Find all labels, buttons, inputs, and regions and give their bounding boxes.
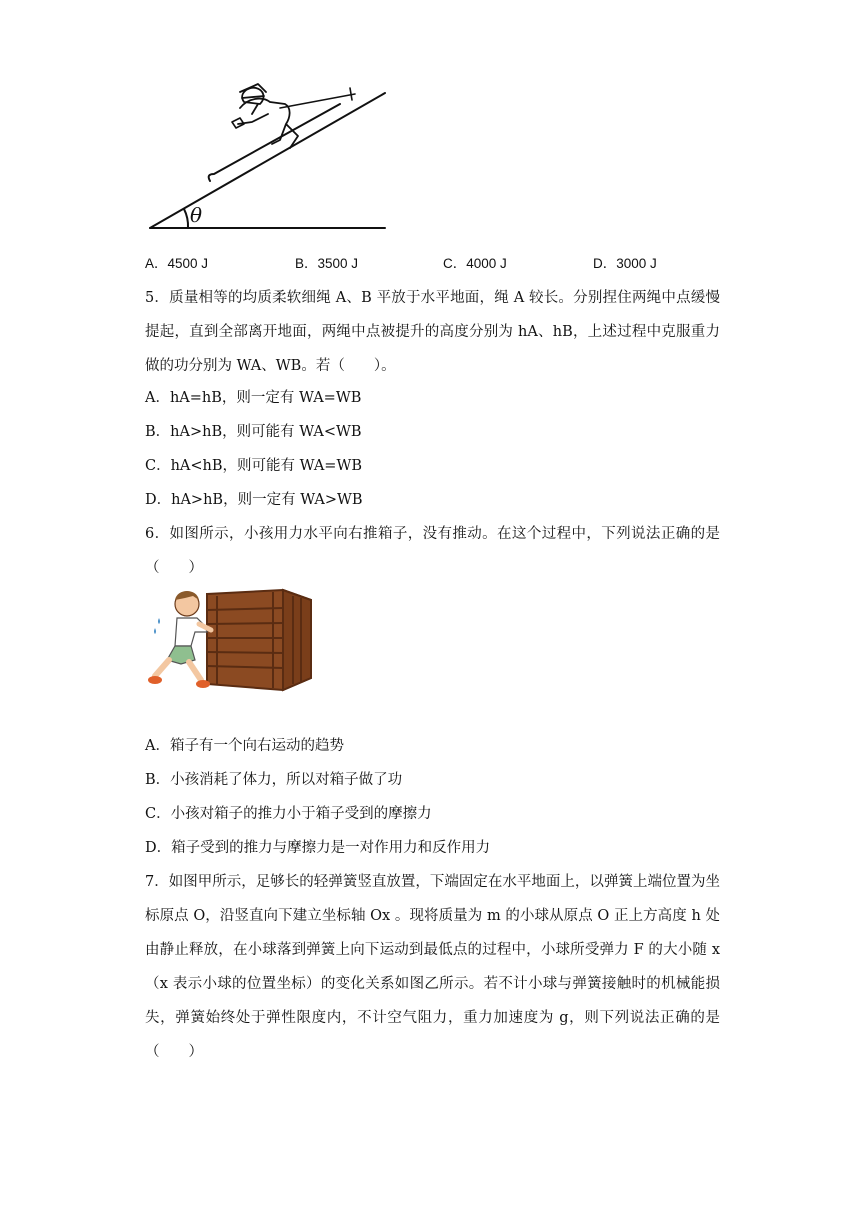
q5-option-c: C．hA<hB，则可能有 WA=WB xyxy=(145,458,363,474)
q6-stem: 6．如图所示，小孩用力水平向右推箱子，没有推动。在这个过程中，下列说法正确的是 （ ） xyxy=(145,526,720,576)
q6-option-d: D．箱子受到的推力与摩擦力是一对作用力和反作用力 xyxy=(145,840,491,856)
angle-arc xyxy=(184,209,188,228)
q6-option-a: A．箱子有一个向右运动的趋势 xyxy=(145,738,344,754)
q5-option-d: D．hA>hB，则一定有 WA>WB xyxy=(145,492,363,508)
sweat-drops-icon xyxy=(154,618,160,634)
wooden-crate xyxy=(207,590,311,690)
q7-stem: 7．如图甲所示，足够长的轻弹簧竖直放置，下端固定在水平地面上，以弹簧上端位置为坐标原点 O，沿竖直向下建立坐标轴 Ox 。现将质量为 m 的小球从原点 O 正上方高度 h 处由静止释放，在小球落到弹簧上向下运动到最低点的过程中，小球所受弹力 F 的大小随 x（x 表示小球的位置坐标）的变化关系如图乙所示。若不计小球与弹簧接触时的机械能损失，弹簧始终处于弹性限度内，不计空气阻力，重力加速度为 g，则下列说法正确的是（ ） xyxy=(145,874,720,1060)
ski-pole xyxy=(280,94,355,108)
q4-option-a: A．4500 J xyxy=(145,256,209,271)
q4-options xyxy=(145,252,725,274)
q4-option-b: B．3500 J xyxy=(295,256,359,271)
q4-option-c: C．4000 J xyxy=(443,256,507,271)
q6-option-b: B．小孩消耗了体力，所以对箱子做了功 xyxy=(145,772,403,788)
skier-slope-figure xyxy=(140,78,395,233)
q6-option-c: C．小孩对箱子的推力小于箱子受到的摩擦力 xyxy=(145,806,432,822)
q5-stem: 5．质量相等的均质柔软细绳 A、B 平放于水平地面，绳 A 较长。分别捏住两绳中点缓慢提起，直到全部离开地面，两绳中点被提升的高度分别为 hA、hB，上述过程中克服重力做的功分别为 WA、WB。若（ ）。 xyxy=(145,290,720,374)
q5-option-b: B．hA>hB，则可能有 WA<WB xyxy=(145,424,362,440)
child-figure xyxy=(148,591,211,688)
angle-label: θ xyxy=(190,203,203,227)
q5-option-a: A．hA=hB，则一定有 WA=WB xyxy=(145,390,362,406)
q4-option-d: D．3000 J xyxy=(593,256,657,271)
child-pushing-box-figure xyxy=(145,586,320,692)
